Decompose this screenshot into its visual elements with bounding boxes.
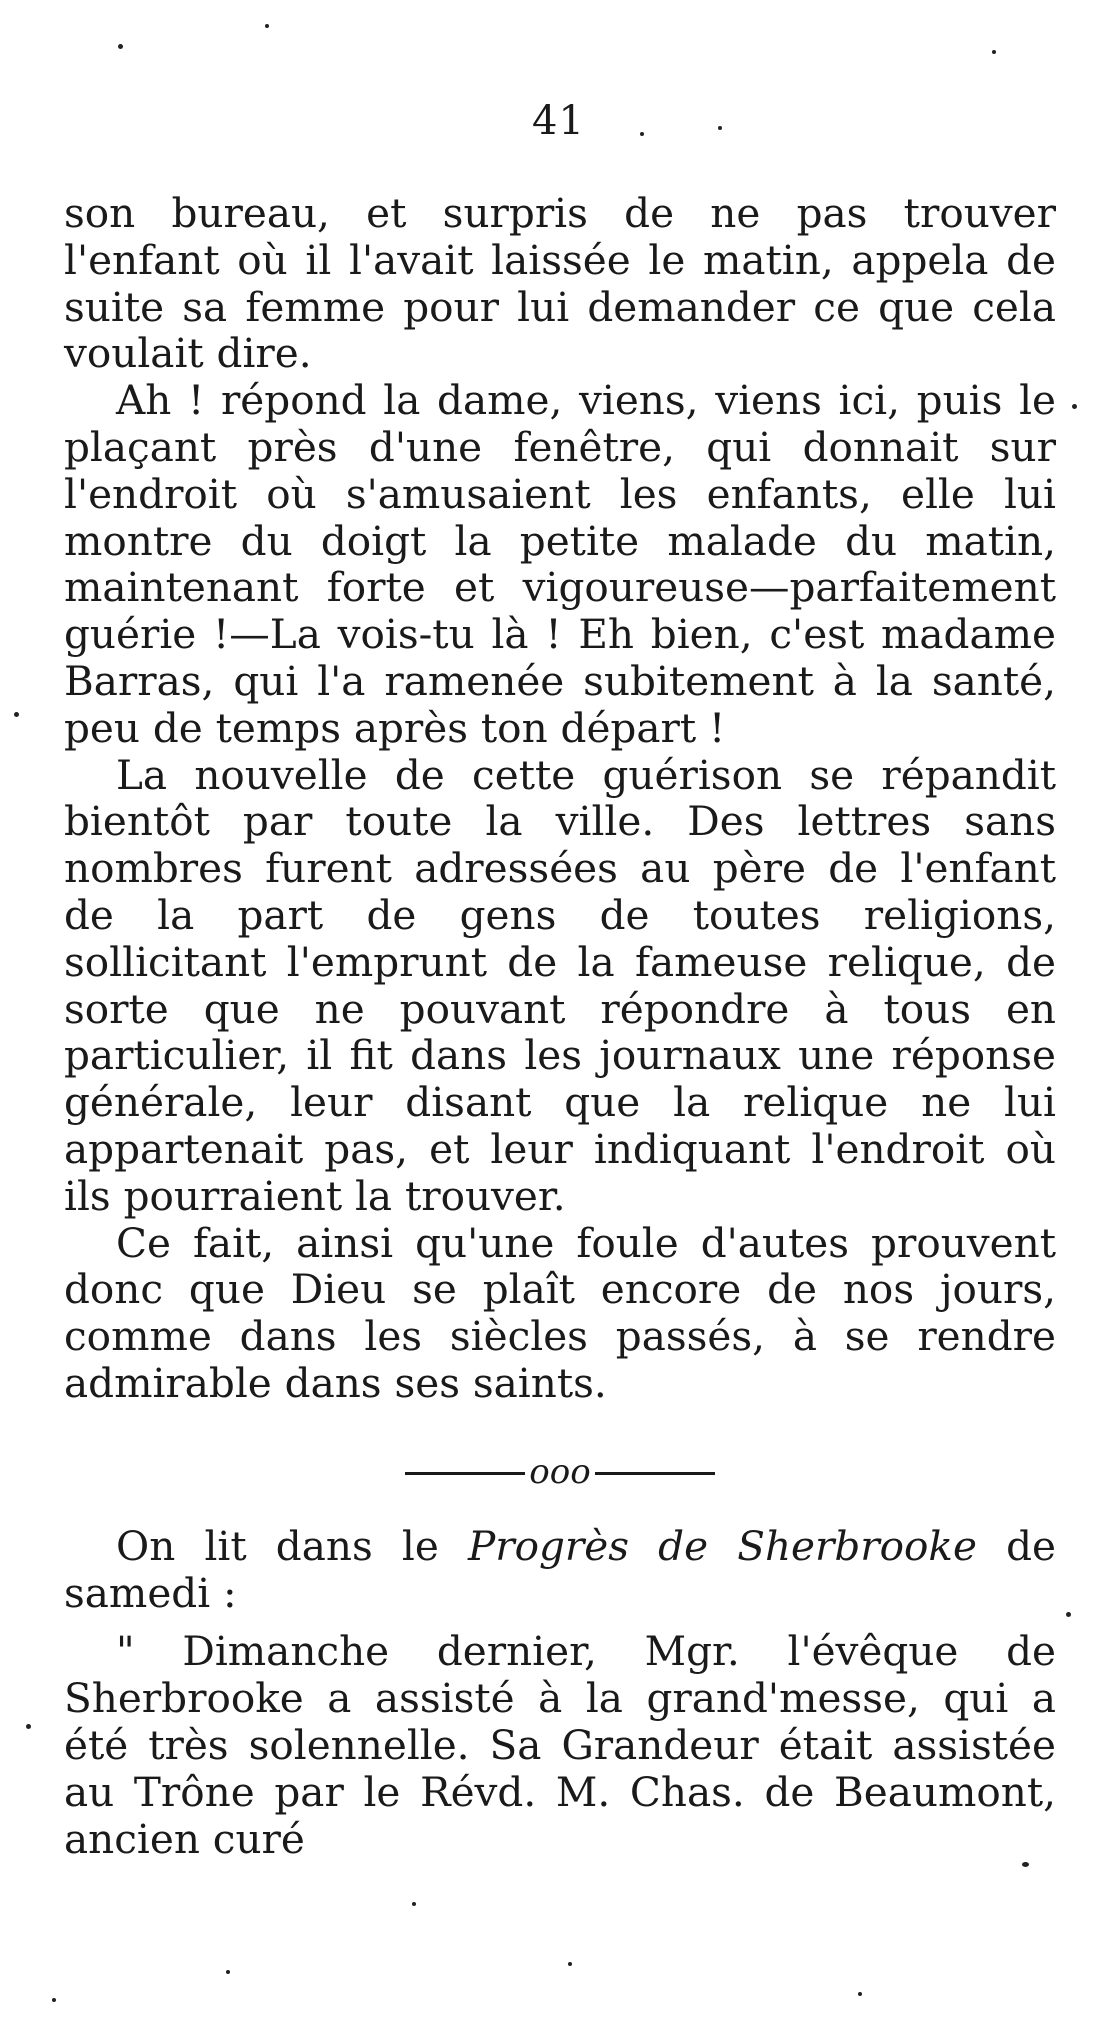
separator-rule-left [405,1472,525,1475]
scan-speck [14,712,19,717]
section-separator [64,1449,1056,1495]
scan-speck [412,1902,416,1906]
scan-speck [1066,1612,1071,1617]
scan-speck [858,1992,862,1996]
separator-rule-right [595,1472,715,1475]
scan-speck [226,1970,230,1974]
scan-speck [265,24,269,28]
article-intro [64,1523,1056,1617]
paragraph-dialogue: Ah ! répond la dame, viens, viens ici, puis le plaçant près d'une fenêtre, qui donnait sur l'endroit où s'amusaient les enfants, elle lui montre du doigt la petite malade du matin, maintenant forte et vigoureuse—parfaitement guérie !—La vois-tu là ! Eh bien, c'est madame Barras, qui l'a ramenée subitement à la santé, peu de temps après ton départ ! [64,376,1056,752]
article-intro-before: On lit dans le [116,1521,468,1570]
article-intro-after: de samedi : [64,1521,1056,1617]
paragraph-continuation: son bureau, et surpris de ne pas trouver l'enfant où il l'avait laissée le matin, appela de suite sa femme pour lui demander ce que cela voulait dire. [64,189,1056,378]
body-text [64,190,1056,1862]
scan-speck [1072,404,1077,409]
paragraph-conclusion: Ce fait, ainsi qu'une foule d'autes prouvent donc que Dieu se plaît encore de nos jours, comme dans les siècles passés, à se rendre admirable dans ses saints. [64,1218,1056,1407]
scan-speck [992,50,996,54]
scan-speck [118,44,123,49]
scan-speck [640,132,644,136]
scan-speck [1022,1862,1029,1867]
scan-speck [26,1724,31,1729]
scan-speck [568,1962,572,1966]
article-source: Progrès de Sherbrooke [467,1521,977,1570]
separator-ornament: ooo [529,1451,591,1492]
scan-speck [718,126,722,130]
article-quote: " Dimanche dernier, Mgr. l'évêque de Sherbrooke a assisté à la grand'messe, qui a été très solennelle. Sa Grandeur était assistée au Trône par le Révd. M. Chas. de Beaumont, ancien curé [64,1627,1056,1863]
scan-speck [52,1998,56,2002]
paragraph-news-spread: La nouvelle de cette guérison se répandit bientôt par toute la ville. Des lettres sans nombres furent adressées au père de l'enfant de la part de gens de toutes religions, sollicitant l'emprunt de la fameuse relique, de sorte que ne pouvant répondre à tous en particulier, il fit dans les journaux une réponse générale, leur disant que la relique ne lui appartenait pas, et leur indiquant l'endroit où ils pourraient la trouver. [64,750,1056,1220]
page-number: 41 [532,98,585,144]
